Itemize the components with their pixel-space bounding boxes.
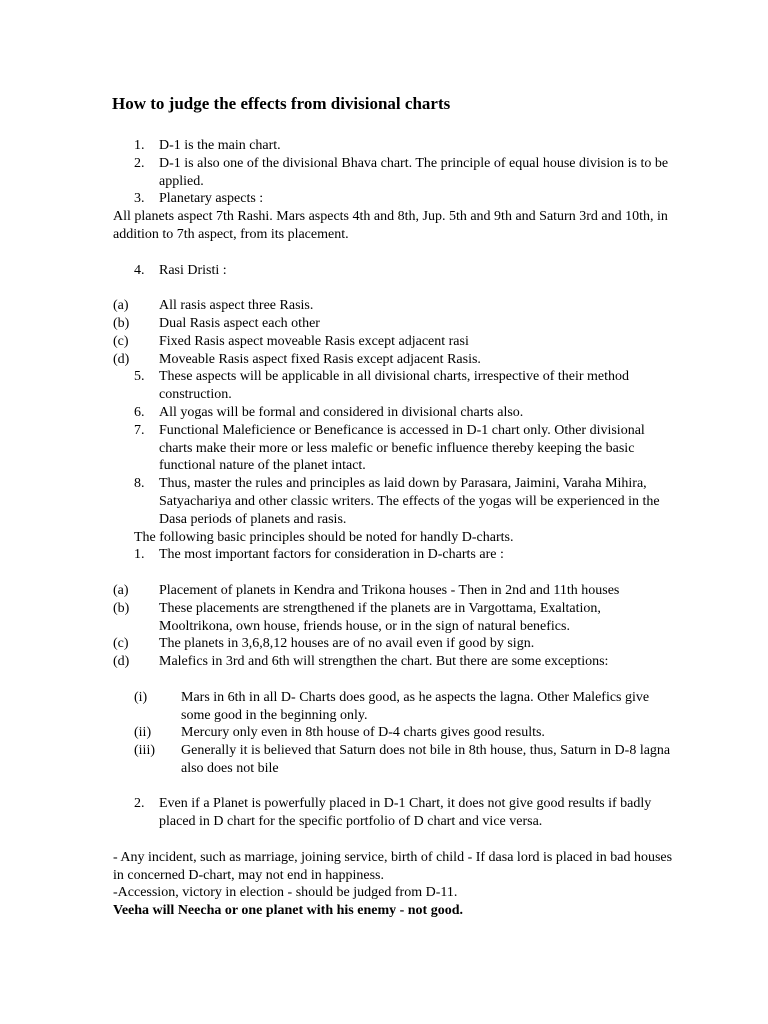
list-item-text: The most important factors for consideration in D-charts are : (159, 547, 504, 563)
list-item-text: D-1 is the main chart. (159, 138, 281, 153)
list-marker: 6. (134, 404, 145, 420)
list-marker: (ii) (134, 725, 152, 741)
list-item (113, 297, 673, 315)
list-item (113, 404, 673, 422)
list-item (113, 315, 673, 333)
paragraph: -Accession, victory in election - should be judged from D-11. (113, 885, 458, 901)
list-item (113, 137, 673, 155)
blank-line (113, 671, 673, 689)
list-marker: (b) (113, 315, 130, 331)
paragraph: All planets aspect 7th Rashi. Mars aspects 4th and 8th, Jup. 5th and 9th and Saturn 3rd and 10th, in addition to 7th aspect, from its placement. (113, 209, 668, 242)
list-item-text: Mercury only even in 8th house of D-4 charts gives good results. (181, 725, 545, 741)
list-item-text: Planetary aspects : (159, 191, 264, 207)
list-item-text: Mars in 6th in all D- Charts does good, as he aspects the lagna. Other Malefics give some good in the beginning only. (181, 689, 650, 723)
blank-line (113, 831, 673, 849)
list-item (113, 155, 673, 191)
list-marker: 2. (134, 155, 145, 171)
list-item-text: Generally it is believed that Saturn does not bile in 8th house, thus, Saturn in D-8 lagna also does not bile (181, 743, 671, 776)
list-item-text: Functional Maleficience or Beneficance is accessed in D-1 chart only. Other divisional charts make their more or less malefic or benefic influence thereby keeping the basic functional nature of the planet intact. (159, 422, 645, 474)
list-item-text: Rasi Dristi : (159, 262, 227, 278)
list-item-text: Dual Rasis aspect each other (159, 315, 320, 331)
list-marker: (b) (113, 600, 130, 616)
list-marker: 8. (134, 476, 145, 492)
list-marker: 1. (134, 547, 145, 563)
list-marker: (a) (113, 582, 129, 598)
list-item-text: All rasis aspect three Rasis. (159, 298, 314, 314)
list-item-text: Thus, master the rules and principles as laid down by Parasara, Jaimini, Varaha Mihira, Satyachariya and other classic writers. The effects of the yogas will be experienced in the Dasa periods of planets and rasis. (159, 476, 660, 527)
list-item-text: Moveable Rasis aspect fixed Rasis except adjacent Rasis. (159, 351, 481, 367)
list-item (113, 333, 673, 351)
list-item-text: The planets in 3,6,8,12 houses are of no avail even if good by sign. (159, 636, 535, 652)
list-item-text: D-1 is also one of the divisional Bhava chart. The principle of equal house division is to be applied. (159, 155, 669, 189)
blank-line (113, 564, 673, 582)
list-item (113, 368, 673, 404)
list-marker: 1. (134, 138, 145, 153)
list-item-text: These aspects will be applicable in all divisional charts, irrespective of their method construction. (159, 369, 630, 403)
paragraph: The following basic principles should be noted for handly D-charts. (134, 529, 514, 545)
document-title: How to judge the effects from divisional charts (112, 94, 451, 113)
list-marker: (iii) (134, 743, 155, 759)
list-marker: 2. (134, 796, 145, 812)
list-marker: (i) (134, 689, 148, 705)
list-item (113, 582, 673, 600)
list-marker: (c) (113, 636, 129, 652)
list-marker: 3. (134, 191, 145, 207)
list-marker: (c) (113, 333, 129, 349)
list-item-text: All yogas will be formal and considered in divisional charts also. (159, 404, 524, 420)
blank-line (113, 244, 673, 262)
blank-line (113, 778, 673, 796)
list-item-text: Placement of planets in Kendra and Trikona houses - Then in 2nd and 11th houses (159, 582, 620, 598)
list-item (113, 742, 673, 778)
paragraph: - Any incident, such as marriage, joining service, birth of child - If dasa lord is placed in bad houses in concerned D-chart, may not end in happiness. (113, 849, 673, 883)
list-item (113, 689, 673, 725)
list-item-text: Even if a Planet is powerfully placed in D-1 Chart, it does not give good results if badly placed in D chart for the specific portfolio of D chart and vice versa. (159, 796, 652, 830)
list-item (113, 351, 673, 369)
list-item-text: These placements are strengthened if the planets are in Vargottama, Exaltation, Mooltrikona, own house, friends house, or in the sign of natural benefics. (159, 600, 601, 634)
list-item (113, 635, 673, 653)
list-item (113, 262, 673, 280)
bold-note: Veeha will Neecha or one planet with his enemy - not good. (113, 903, 463, 919)
list-item (113, 546, 673, 564)
blank-line (113, 279, 673, 297)
list-marker: 7. (134, 422, 145, 438)
list-item (113, 422, 673, 475)
list-marker: (d) (113, 654, 130, 670)
document-body (113, 137, 673, 920)
list-item (113, 795, 673, 831)
list-marker: 4. (134, 262, 145, 278)
list-item-text: Fixed Rasis aspect moveable Rasis except adjacent rasi (159, 333, 469, 349)
list-marker: 5. (134, 369, 145, 385)
list-item-text: Malefics in 3rd and 6th will strengthen the chart. But there are some exceptions: (159, 654, 609, 670)
list-item (113, 653, 673, 671)
list-marker: (a) (113, 298, 129, 314)
list-item (113, 475, 673, 528)
list-item (113, 190, 673, 208)
list-item (113, 724, 673, 742)
list-item (113, 600, 673, 636)
list-marker: (d) (113, 351, 130, 367)
